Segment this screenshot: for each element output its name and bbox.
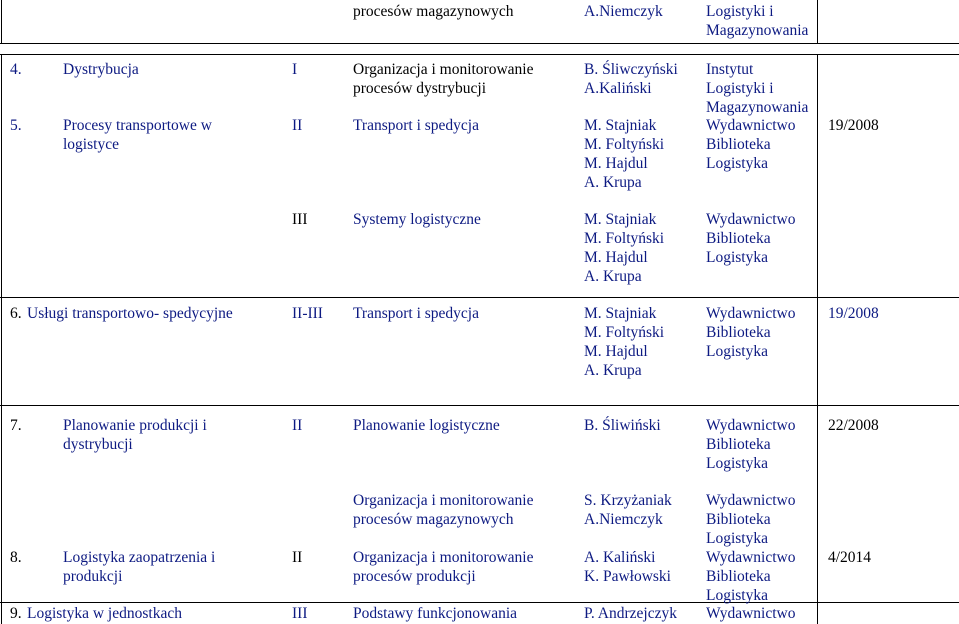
module-cell: produkcji (63, 568, 123, 585)
subject-cell: Transport i spedycja (353, 305, 479, 322)
author-cell: A.Niemczyk (584, 3, 663, 20)
semester-cell: II (292, 549, 303, 566)
module-cell: Usługi transportowo- spedycyjne (27, 305, 233, 322)
module-cell: Logistyka w jednostkach (27, 605, 182, 622)
publisher-cell: Logistyka (706, 455, 768, 472)
publisher-cell: Wydawnictwo (706, 417, 796, 434)
publisher-cell: Logistyki i (706, 3, 774, 20)
publisher-cell: Logistyka (706, 343, 768, 360)
subject-cell: procesów dystrybucji (353, 80, 487, 97)
publisher-cell: Logistyki i (706, 80, 774, 97)
column-divider (817, 54, 818, 624)
module-cell: Dystrybucja (63, 61, 139, 78)
subject-cell: procesów magazynowych (353, 511, 514, 528)
module-cell: Logistyka zaopatrzenia i (63, 549, 216, 566)
publisher-cell: Biblioteka (706, 230, 771, 247)
author-cell: A. Krupa (584, 362, 642, 379)
number-cell: 9. (10, 605, 22, 622)
row-divider (0, 54, 959, 55)
author-cell: A. Kaliński (584, 549, 656, 566)
subject-cell: procesów magazynowych (353, 3, 514, 20)
publisher-cell: Wydawnictwo (706, 117, 796, 134)
publisher-cell: Logistyka (706, 530, 768, 547)
author-cell: M. Foltyński (584, 230, 665, 247)
publisher-cell: Wydawnictwo (706, 605, 796, 622)
number-cell: 7. (10, 417, 22, 434)
publisher-cell: Magazynowania (706, 22, 809, 39)
publisher-cell: Biblioteka (706, 568, 771, 585)
column-divider (1, 54, 2, 624)
column-divider (1, 0, 2, 43)
publisher-cell: Logistyka (706, 155, 768, 172)
subject-cell: Organizacja i monitorowanie (353, 492, 534, 509)
module-cell: Procesy transportowe w (63, 117, 212, 134)
publisher-cell: Wydawnictwo (706, 211, 796, 228)
semester-cell: II (292, 117, 303, 134)
module-cell: dystrybucji (63, 436, 133, 453)
number-cell: 8. (10, 549, 22, 566)
subject-cell: Organizacja i monitorowanie (353, 61, 534, 78)
author-cell: M. Stajniak (584, 305, 657, 322)
row-divider (0, 297, 959, 298)
subject-cell: Transport i spedycja (353, 117, 479, 134)
number-cell: 6. (10, 305, 22, 322)
subject-cell: Organizacja i monitorowanie (353, 549, 534, 566)
semester-cell: I (292, 61, 298, 78)
author-cell: M. Stajniak (584, 117, 657, 134)
column-divider (817, 0, 818, 43)
semester-cell: III (292, 605, 308, 622)
publisher-cell: Wydawnictwo (706, 549, 796, 566)
publisher-cell: Logistyka (706, 587, 768, 604)
row-divider (0, 43, 959, 44)
author-cell: A.Kaliński (584, 80, 652, 97)
publisher-cell: Wydawnictwo (706, 305, 796, 322)
author-cell: S. Krzyżaniak (584, 492, 672, 509)
subject-cell: Podstawy funkcjonowania (353, 605, 518, 622)
author-cell: M. Hajdul (584, 249, 648, 266)
publisher-cell: Biblioteka (706, 324, 771, 341)
number-cell: 5. (10, 117, 22, 134)
row-divider (0, 602, 959, 603)
issue-number-cell: 19/2008 (828, 305, 879, 322)
author-cell: P. Andrzejczyk (584, 605, 677, 622)
author-cell: B. Śliwiński (584, 417, 661, 434)
publisher-cell: Instytut (706, 61, 754, 78)
issue-number-cell: 4/2014 (828, 549, 872, 566)
subject-cell: Systemy logistyczne (353, 211, 481, 228)
author-cell: M. Foltyński (584, 324, 665, 341)
author-cell: A.Niemczyk (584, 511, 663, 528)
subject-cell: procesów produkcji (353, 568, 476, 585)
subject-cell: Planowanie logistyczne (353, 417, 500, 434)
publisher-cell: Biblioteka (706, 436, 771, 453)
author-cell: M. Stajniak (584, 211, 657, 228)
author-cell: M. Hajdul (584, 155, 648, 172)
module-cell: logistyce (63, 136, 119, 153)
semester-cell: III (292, 211, 308, 228)
publisher-cell: Logistyka (706, 249, 768, 266)
semester-cell: II-III (292, 305, 323, 322)
number-cell: 4. (10, 61, 22, 78)
publisher-cell: Magazynowania (706, 99, 809, 116)
module-cell: Planowanie produkcji i (63, 417, 207, 434)
author-cell: B. Śliwczyński (584, 61, 678, 78)
publisher-cell: Biblioteka (706, 511, 771, 528)
author-cell: M. Foltyński (584, 136, 665, 153)
publisher-cell: Wydawnictwo (706, 492, 796, 509)
semester-cell: II (292, 417, 303, 434)
author-cell: M. Hajdul (584, 343, 648, 360)
author-cell: K. Pawłowski (584, 568, 671, 585)
publisher-cell: Biblioteka (706, 136, 771, 153)
row-divider (0, 405, 959, 406)
issue-number-cell: 22/2008 (828, 417, 879, 434)
issue-number-cell: 19/2008 (828, 117, 879, 134)
author-cell: A. Krupa (584, 174, 642, 191)
author-cell: A. Krupa (584, 268, 642, 285)
